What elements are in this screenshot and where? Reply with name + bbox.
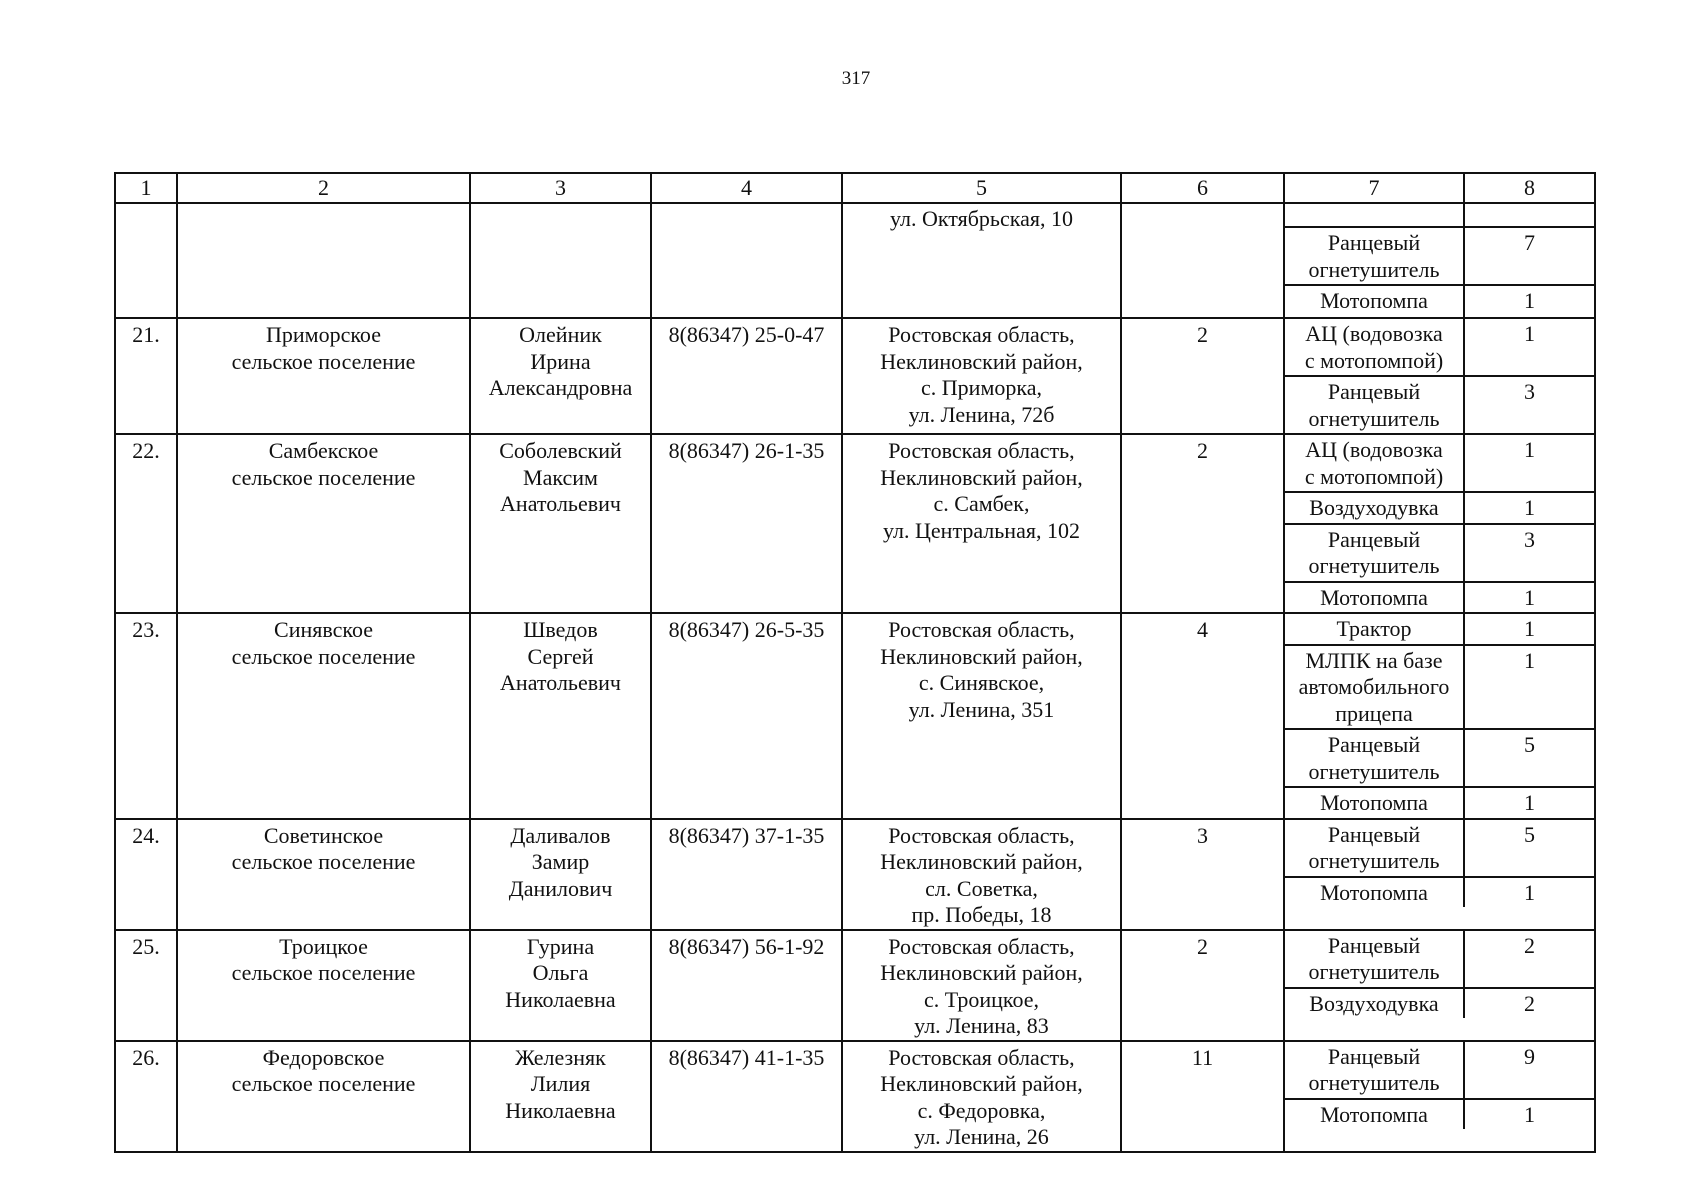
equipment-name-line: Ранцевый bbox=[1327, 732, 1421, 757]
address bbox=[842, 819, 1121, 930]
equipment-quantity: 1 bbox=[1464, 877, 1594, 908]
head-name bbox=[470, 819, 651, 930]
equipment-name-line: Ранцевый bbox=[1327, 821, 1421, 847]
address bbox=[842, 613, 1121, 819]
personnel-count: 3 bbox=[1121, 819, 1284, 930]
equipment-name-line: Мотопомпа bbox=[1320, 790, 1428, 815]
equipment-name-line: Воздуходувка bbox=[1309, 990, 1439, 1016]
equipment-name-line: Ранцевый bbox=[1327, 526, 1421, 552]
head-name-line: Максим bbox=[523, 464, 598, 490]
phone-number bbox=[651, 203, 842, 318]
address-line: с. Самбек, bbox=[933, 491, 1030, 516]
equipment-cell bbox=[1284, 318, 1595, 434]
page-number: 317 bbox=[841, 68, 871, 89]
equipment-quantity: 3 bbox=[1464, 524, 1594, 582]
phone-number: 8(86347) 37-1-35 bbox=[651, 819, 842, 930]
equipment-name bbox=[1285, 524, 1464, 582]
head-name-line: Гурина bbox=[526, 933, 595, 959]
row-number: 25. bbox=[115, 930, 177, 1041]
address-line: с. Приморка, bbox=[921, 375, 1042, 400]
address-line: ул. Ленина, 83 bbox=[914, 1013, 1049, 1038]
phone-number: 8(86347) 25-0-47 bbox=[651, 318, 842, 434]
equipment-row bbox=[1285, 931, 1594, 988]
equipment-row bbox=[1285, 877, 1594, 908]
settlement-name bbox=[177, 819, 470, 930]
personnel-count: 11 bbox=[1121, 1041, 1284, 1152]
address-line: с. Федоровка, bbox=[917, 1097, 1046, 1123]
equipment-row bbox=[1285, 729, 1594, 787]
equipment-row bbox=[1285, 435, 1594, 492]
equipment-header-cell bbox=[1284, 173, 1595, 203]
equipment-name bbox=[1285, 435, 1464, 492]
equipment-quantity: 1 bbox=[1524, 616, 1535, 641]
settlement-line: сельское поселение bbox=[231, 464, 416, 490]
head-name-line: Даливалов bbox=[510, 822, 611, 848]
row-number: 26. bbox=[115, 1041, 177, 1152]
column-number: 8 bbox=[1524, 174, 1535, 200]
address bbox=[842, 434, 1121, 613]
equipment-name bbox=[1285, 319, 1464, 376]
settlement-line: Федоровское bbox=[262, 1044, 385, 1070]
equipment-row bbox=[1285, 376, 1594, 433]
equipment-name-line: с мотопомпой) bbox=[1304, 463, 1444, 489]
equipment-row bbox=[1285, 582, 1594, 613]
row-number: 23. bbox=[115, 613, 177, 819]
equipment-quantity: 5 bbox=[1464, 729, 1594, 787]
settlement-line: сельское поселение bbox=[231, 960, 416, 985]
head-name-line: Олейник bbox=[519, 322, 602, 347]
address bbox=[842, 1041, 1121, 1152]
equipment-name bbox=[1285, 988, 1464, 1019]
column-number: 4 bbox=[651, 173, 842, 203]
settlement-line: сельское поселение bbox=[231, 1071, 416, 1096]
equipment-quantity: 9 bbox=[1524, 1043, 1535, 1069]
column-number: 5 bbox=[842, 173, 1121, 203]
equipment-row bbox=[1285, 319, 1594, 376]
personnel-count: 4 bbox=[1121, 613, 1284, 819]
equipment-name-line: Ранцевый bbox=[1327, 1043, 1421, 1069]
row-number: 21. bbox=[115, 318, 177, 434]
equipment-name bbox=[1285, 820, 1464, 877]
equipment-name-line: Ранцевый bbox=[1327, 379, 1421, 404]
equipment-quantity: 2 bbox=[1524, 932, 1535, 958]
row-number: 24. bbox=[115, 819, 177, 930]
equipment-name-line: огнетушитель bbox=[1308, 256, 1440, 282]
row-number bbox=[115, 203, 177, 318]
address-line: пр. Победы, 18 bbox=[911, 902, 1052, 927]
address-line: Ростовская область, bbox=[888, 322, 1075, 347]
address-line: Ростовская область, bbox=[888, 617, 1075, 642]
address-line: Неклиновский район, bbox=[880, 960, 1083, 985]
head-name-line: Николаевна bbox=[505, 986, 616, 1012]
equipment-name-line: с мотопомпой) bbox=[1304, 347, 1444, 373]
equipment-cell bbox=[1284, 819, 1595, 930]
settlement-line: Троицкое bbox=[279, 933, 368, 959]
head-name-line: Шведов bbox=[523, 617, 598, 642]
continuation-row bbox=[115, 203, 1595, 318]
table-row bbox=[115, 930, 1595, 1041]
equipment-quantity: 1 bbox=[1524, 437, 1535, 462]
equipment-quantity: 3 bbox=[1464, 376, 1594, 433]
equipment-row bbox=[1285, 285, 1594, 317]
address-line: Неклиновский район, bbox=[880, 849, 1083, 874]
equipment-name bbox=[1285, 645, 1464, 730]
equipment-name bbox=[1285, 787, 1464, 818]
equipment-name-line: огнетушитель bbox=[1308, 758, 1440, 784]
equipment-name-line: АЦ (водовозка bbox=[1305, 437, 1443, 462]
head-name bbox=[470, 613, 651, 819]
head-name bbox=[470, 434, 651, 613]
head-name-line: Данилович bbox=[508, 875, 613, 901]
equipment-quantity bbox=[1464, 204, 1594, 227]
settlement-name bbox=[177, 318, 470, 434]
address-line: Ростовская область, bbox=[888, 438, 1075, 463]
head-name-line: Николаевна bbox=[505, 1097, 616, 1123]
equipment-name bbox=[1285, 492, 1464, 524]
equipment-quantity: 2 bbox=[1464, 988, 1594, 1019]
settlement-name bbox=[177, 434, 470, 613]
head-name-line: Замир bbox=[531, 849, 590, 874]
equipment-name bbox=[1285, 376, 1464, 433]
equipment-name-line: огнетушитель bbox=[1308, 848, 1440, 873]
equipment-cell bbox=[1284, 203, 1595, 318]
document-table bbox=[114, 172, 1596, 1153]
settlement-line: Самбекское bbox=[268, 438, 379, 463]
settlement-line: сельское поселение bbox=[231, 348, 416, 374]
equipment-quantity: 1 bbox=[1464, 285, 1594, 317]
address-line: ул. Ленина, 351 bbox=[908, 696, 1055, 722]
address-line: Ростовская область, bbox=[888, 822, 1075, 848]
address bbox=[842, 203, 1121, 318]
equipment-quantity: 1 bbox=[1464, 492, 1594, 524]
address-line: Неклиновский район, bbox=[880, 1071, 1083, 1096]
address-line: ул. Октябрьская, 10 bbox=[890, 206, 1073, 231]
equipment-quantity: 1 bbox=[1464, 582, 1594, 613]
equipment-name bbox=[1285, 877, 1464, 908]
equipment-name-line: Мотопомпа bbox=[1320, 1101, 1428, 1127]
equipment-name-line: МЛПК на базе bbox=[1305, 647, 1443, 673]
equipment-row bbox=[1285, 204, 1594, 227]
address-line: Неклиновский район, bbox=[880, 643, 1083, 669]
settlement-name bbox=[177, 203, 470, 318]
column-number: 3 bbox=[470, 173, 651, 203]
head-name bbox=[470, 930, 651, 1041]
settlement-name bbox=[177, 1041, 470, 1152]
equipment-name-line: Мотопомпа bbox=[1320, 288, 1428, 313]
head-name-line: Сергей bbox=[527, 643, 594, 669]
personnel-count bbox=[1121, 203, 1284, 318]
head-name-line: Анатольевич bbox=[500, 670, 621, 695]
equipment-name-line: Воздуходувка bbox=[1309, 495, 1439, 520]
phone-number: 8(86347) 26-1-35 bbox=[651, 434, 842, 613]
head-name-line: Железняк bbox=[515, 1044, 606, 1070]
settlement-line: сельское поселение bbox=[231, 849, 416, 874]
equipment-row bbox=[1285, 1042, 1594, 1099]
equipment-cell bbox=[1284, 434, 1595, 613]
equipment-quantity: 1 bbox=[1464, 645, 1594, 730]
equipment-name bbox=[1285, 614, 1464, 645]
equipment-quantity: 7 bbox=[1464, 227, 1594, 285]
address-line: сл. Советка, bbox=[925, 875, 1038, 901]
equipment-row bbox=[1285, 227, 1594, 285]
equipment-name-line: огнетушитель bbox=[1308, 959, 1440, 984]
address bbox=[842, 930, 1121, 1041]
phone-number: 8(86347) 41-1-35 bbox=[651, 1041, 842, 1152]
equipment-cell bbox=[1284, 1041, 1595, 1152]
head-name bbox=[470, 1041, 651, 1152]
column-number: 6 bbox=[1121, 173, 1284, 203]
head-name-line: Соболевский bbox=[499, 438, 622, 463]
equipment-name bbox=[1285, 227, 1464, 285]
equipment-quantity: 1 bbox=[1464, 1099, 1594, 1130]
address bbox=[842, 318, 1121, 434]
column-number-row bbox=[115, 173, 1595, 203]
table-row bbox=[115, 819, 1595, 930]
equipment-row bbox=[1285, 988, 1594, 1019]
settlement-name bbox=[177, 930, 470, 1041]
equipment-name bbox=[1285, 1042, 1464, 1099]
equipment-name bbox=[1285, 285, 1464, 317]
address-line: Ростовская область, bbox=[888, 933, 1075, 959]
equipment-name-line: Трактор bbox=[1336, 616, 1412, 641]
settlement-line: Советинское bbox=[263, 822, 384, 848]
equipment-name-line: огнетушитель bbox=[1308, 1070, 1440, 1095]
equipment-name-line: автомобильного bbox=[1298, 674, 1450, 699]
address-line: ул. Ленина, 26 bbox=[914, 1124, 1049, 1149]
equipment-row bbox=[1285, 524, 1594, 582]
equipment-name-line: огнетушитель bbox=[1308, 405, 1440, 431]
settlement-line: сельское поселение bbox=[231, 643, 416, 669]
head-name-line: Ольга bbox=[532, 960, 589, 985]
equipment-row bbox=[1285, 787, 1594, 818]
address-line: ул. Центральная, 102 bbox=[883, 517, 1080, 543]
equipment-name bbox=[1285, 931, 1464, 988]
phone-number: 8(86347) 56-1-92 bbox=[651, 930, 842, 1041]
equipment-name-line: Ранцевый bbox=[1327, 230, 1421, 255]
equipment-row bbox=[1285, 1099, 1594, 1130]
equipment-name bbox=[1285, 204, 1464, 227]
table-row bbox=[115, 318, 1595, 434]
equipment-name-line: огнетушитель bbox=[1308, 553, 1440, 578]
personnel-count: 2 bbox=[1121, 434, 1284, 613]
equipment-name-line: Мотопомпа bbox=[1320, 879, 1428, 905]
head-name bbox=[470, 318, 651, 434]
equipment-row bbox=[1285, 820, 1594, 877]
column-number: 2 bbox=[177, 173, 470, 203]
equipment-row bbox=[1285, 645, 1594, 730]
column-number: 7 bbox=[1285, 174, 1464, 202]
equipment-quantity: 1 bbox=[1464, 787, 1594, 818]
head-name-line: Александровна bbox=[488, 375, 633, 400]
address-line: Неклиновский район, bbox=[880, 464, 1083, 490]
phone-number: 8(86347) 26-5-35 bbox=[651, 613, 842, 819]
head-name-line: Лилия bbox=[530, 1071, 591, 1096]
address-line: с. Троицкое, bbox=[923, 986, 1040, 1012]
head-name-line: Ирина bbox=[530, 348, 591, 374]
equipment-name-line: прицепа bbox=[1335, 700, 1413, 726]
table-row bbox=[115, 613, 1595, 819]
head-name bbox=[470, 203, 651, 318]
equipment-name bbox=[1285, 729, 1464, 787]
personnel-count: 2 bbox=[1121, 930, 1284, 1041]
row-number: 22. bbox=[115, 434, 177, 613]
address-line: Ростовская область, bbox=[888, 1044, 1075, 1070]
equipment-name-line: Ранцевый bbox=[1327, 932, 1421, 958]
equipment-name bbox=[1285, 582, 1464, 613]
equipment-quantity: 5 bbox=[1524, 821, 1535, 847]
equipment-quantity: 1 bbox=[1524, 321, 1535, 346]
equipment-row bbox=[1285, 614, 1594, 645]
table-row bbox=[115, 434, 1595, 613]
address-line: ул. Ленина, 72б bbox=[908, 401, 1055, 427]
column-number: 1 bbox=[115, 173, 177, 203]
equipment-cell bbox=[1284, 613, 1595, 819]
address-line: Неклиновский район, bbox=[880, 348, 1083, 374]
table-row bbox=[115, 1041, 1595, 1152]
head-name-line: Анатольевич bbox=[500, 491, 621, 516]
personnel-count: 2 bbox=[1121, 318, 1284, 434]
address-line: с. Синявское, bbox=[918, 670, 1045, 695]
equipment-name-line: АЦ (водовозка bbox=[1305, 321, 1443, 346]
equipment-name bbox=[1285, 1099, 1464, 1130]
equipment-name-line: Мотопомпа bbox=[1320, 584, 1428, 610]
settlement-line: Синявское bbox=[274, 617, 373, 642]
settlement-name bbox=[177, 613, 470, 819]
settlement-line: Приморское bbox=[266, 322, 381, 347]
equipment-cell bbox=[1284, 930, 1595, 1041]
equipment-row bbox=[1285, 492, 1594, 524]
